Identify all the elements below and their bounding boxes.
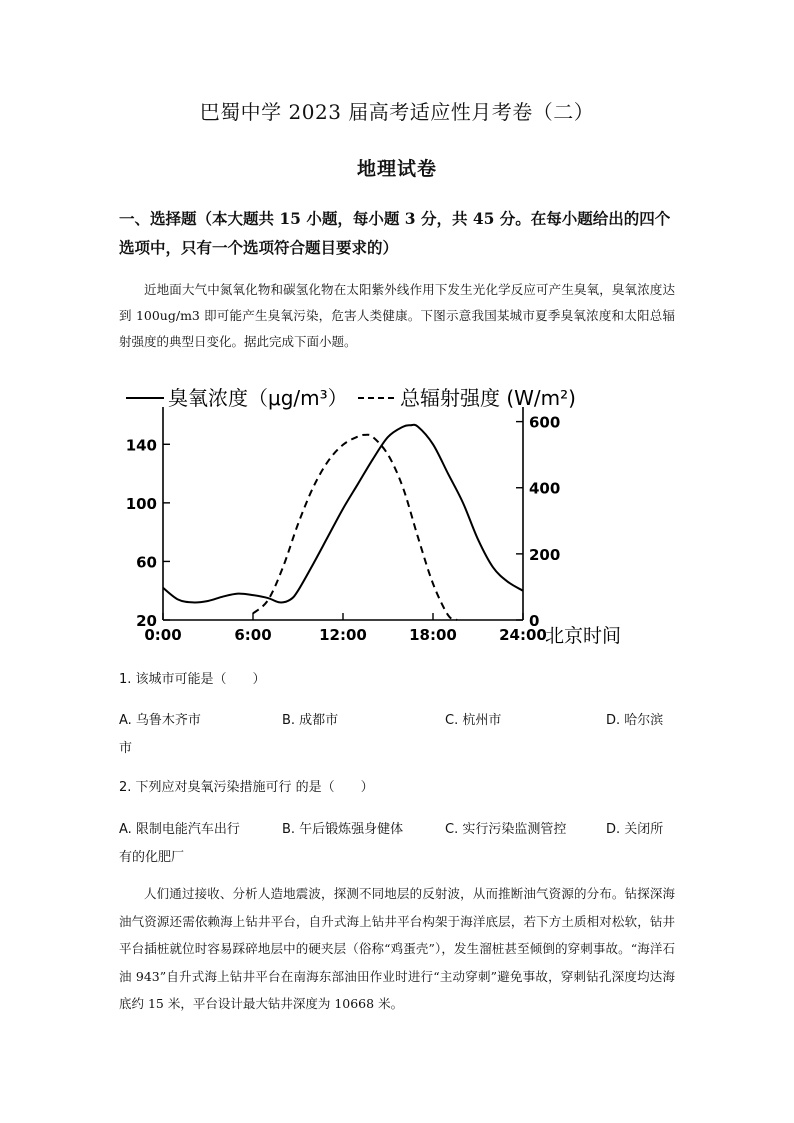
document-title: 巴蜀中学 2023 届高考适应性月考卷（二） <box>199 100 595 124</box>
series-ozone-line <box>163 425 523 603</box>
q1-option-c[interactable]: C. 杭州市 <box>445 713 502 728</box>
x-tick-label: 12:00 <box>319 626 367 644</box>
chart-axes <box>126 407 621 647</box>
x-tick-label: 18:00 <box>409 626 457 644</box>
chart-legend <box>126 386 576 410</box>
left-tick-label: 100 <box>125 494 157 513</box>
q1-option-b[interactable]: B. 成都市 <box>282 713 339 728</box>
left-tick-label: 60 <box>136 553 157 572</box>
q2-option-d-wrap: 有的化肥厂 <box>119 850 185 865</box>
q1-option-d[interactable]: D. 哈尔滨 <box>606 713 664 728</box>
passage-ozone: 近地面大气中氮氧化物和碳氢化物在太阳紫外线作用下发生光化学反应可产生臭氧，臭氧浓度达到 100ug/m3 即可能产生臭氧污染，危害人类健康。下图示意我国某城市夏季臭氧浓度和太阳总辐射强度的典型日变化。据此完成下面小题。 <box>119 282 675 349</box>
document-subtitle: 地理试卷 <box>356 158 437 180</box>
passage-drilling: 人们通过接收、分析人造地震波，探测不同地层的反射波，从而推断油气资源的分布。钻探深海油气资源还需依赖海上钻井平台，自升式海上钻井平台构架于海洋底层，若下方土质相对松软，钻井平台插桩就位时容易踩碎地层中的硬夹层（俗称“鸡蛋壳”），发生溜桩甚至倾倒的穿刺事故。“海洋石油 943”自升式海上钻井平台在南海东部油田作业时进行“主动穿刺”避免事故，穿刺钻孔深度均达海底约 15 米，平台设计最大钻井深度为 10668 米。 <box>119 886 675 1011</box>
right-tick-label: 400 <box>529 479 561 498</box>
q1-option-a[interactable]: A. 乌鲁木齐市 <box>119 713 201 728</box>
x-tick-label: 0:00 <box>144 626 182 644</box>
right-tick-label: 0 <box>529 612 540 630</box>
ozone-radiation-chart <box>118 375 638 650</box>
legend-ozone-label: 臭氧浓度（μg/m³） <box>168 386 348 410</box>
q1-option-d-wrap: 市 <box>119 741 133 756</box>
chart-series <box>163 425 523 620</box>
question-2-stem: 2. 下列应对臭氧污染措施可行 的是（ ） <box>119 780 374 795</box>
question-1-stem: 1. 该城市可能是（ ） <box>119 672 266 687</box>
q2-option-d[interactable]: D. 关闭所 <box>606 822 664 837</box>
x-axis-label: 北京时间 <box>545 625 622 647</box>
left-tick-label: 20 <box>136 612 157 630</box>
x-tick-label: 24:00 <box>499 626 547 644</box>
series-radiation-line <box>253 435 457 620</box>
left-tick-label: 140 <box>125 436 157 455</box>
q2-option-b[interactable]: B. 午后锻炼强身健体 <box>282 822 404 837</box>
section-heading: 一、选择题（本大题共 15 小题，每小题 3 分，共 45 分。在每小题给出的四个选项中，只有一个选项符合题目要求的） <box>119 209 671 257</box>
x-tick-label: 6:00 <box>234 626 272 644</box>
q2-option-a[interactable]: A. 限制电能汽车出行 <box>119 822 240 837</box>
right-tick-label: 200 <box>529 545 561 564</box>
right-tick-label: 600 <box>529 413 561 432</box>
q2-option-c[interactable]: C. 实行污染监测管控 <box>445 822 567 837</box>
legend-radiation-label: 总辐射强度 (W/m²) <box>400 386 576 410</box>
